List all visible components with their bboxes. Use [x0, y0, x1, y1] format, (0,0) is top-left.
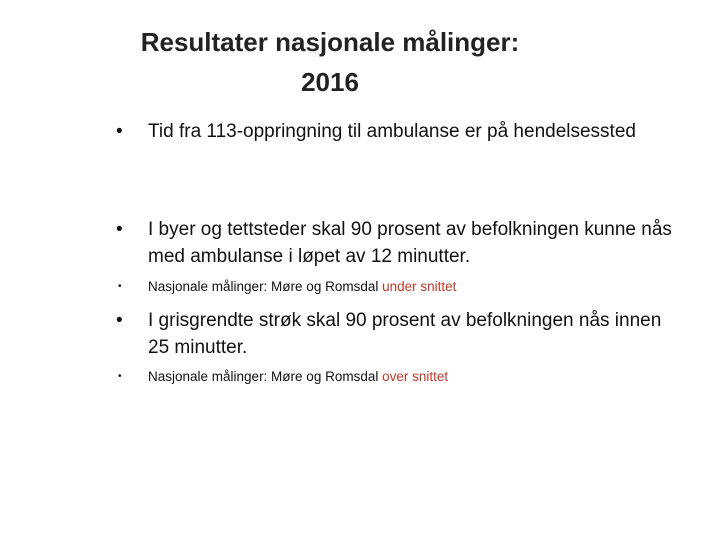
bullet-text: Tid fra 113-oppringning til ambulanse er på hendelsessted	[148, 121, 636, 142]
bullet-text: I grisgrendte strøk skal 90 prosent av befolkningen nås innen 25 minutter.	[148, 310, 662, 358]
bullet-dot-icon: •	[116, 219, 123, 240]
slide-title-line-1: Resultater nasjonale målinger:	[140, 27, 520, 57]
result-highlight: under snittet	[382, 279, 457, 294]
slide-title	[100, 22, 560, 102]
bullet-dot-icon: •	[116, 121, 123, 142]
result-prefix: Nasjonale målinger: Møre og Romsdal	[148, 279, 383, 294]
result-highlight: over snittet	[382, 369, 449, 384]
bullet-dot-icon: •	[118, 281, 122, 292]
bullet-text	[148, 367, 676, 387]
slide-title-line-2: 2016	[301, 67, 359, 97]
bullet-dot-icon: •	[116, 310, 123, 331]
bullet-text	[148, 277, 676, 297]
result-prefix: Nasjonale målinger: Møre og Romsdal	[148, 369, 383, 384]
bullet-text: I byer og tettsteder skal 90 prosent av befolkningen kunne nås med ambulanse i løpet av 12 minutter.	[148, 219, 672, 267]
bullet-dot-icon: •	[118, 371, 122, 382]
